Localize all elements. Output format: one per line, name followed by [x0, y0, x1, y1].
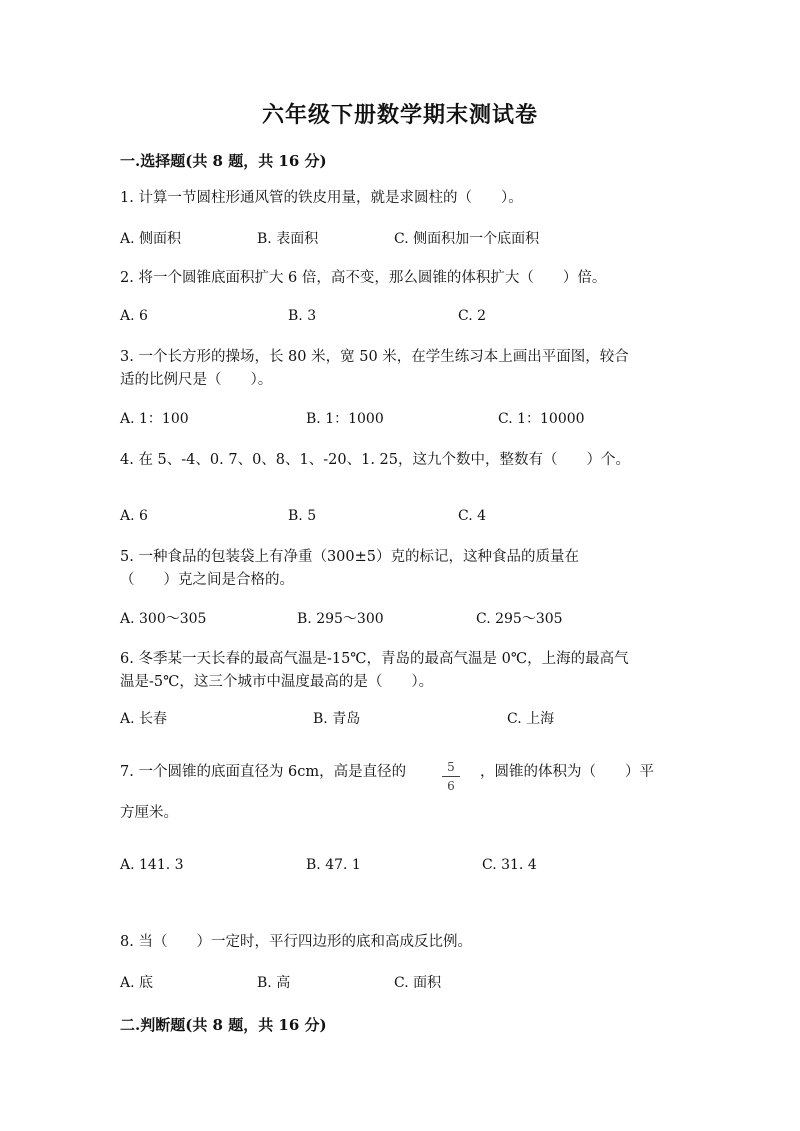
- q1-option-c: C. 侧面积加一个底面积: [394, 231, 540, 247]
- q2-option-b: B. 3: [288, 308, 317, 324]
- question-3-line-2: 适的比例尺是（ ）。: [120, 372, 273, 388]
- q3-option-b: B. 1：1000: [306, 411, 384, 427]
- section-heading-judgment: 二.判断题(共 8 题，共 16 分): [120, 1016, 327, 1034]
- section-heading-choice: 一.选择题(共 8 题，共 16 分): [120, 152, 327, 170]
- fraction-numerator: 5: [447, 760, 455, 774]
- question-6-line-2: 温是-5℃，这三个城市中温度最高的是（ ）。: [120, 674, 434, 690]
- q1-option-a: A. 侧面积: [120, 231, 182, 247]
- q4-option-c: C. 4: [458, 508, 487, 524]
- question-7-line-1b: ，圆锥的体积为（ ）平: [480, 764, 654, 780]
- q7-option-c: C. 31. 4: [482, 857, 537, 873]
- q3-option-a: A. 1：100: [120, 411, 189, 427]
- q8-option-c: C. 面积: [394, 975, 442, 991]
- q8-option-b: B. 高: [257, 975, 291, 991]
- question-5-line-2: （ ）克之间是合格的。: [120, 572, 294, 588]
- page-title: 六年级下册数学期末测试卷: [261, 102, 538, 128]
- q7-option-b: B. 47. 1: [306, 857, 361, 873]
- question-7-line-1a: 7. 一个圆锥的底面直径为 6cm，高是直径的: [120, 764, 407, 780]
- q5-option-c: C. 295～305: [476, 611, 563, 627]
- question-2: 2. 将一个圆锥底面积扩大 6 倍，高不变，那么圆锥的体积扩大（ ）倍。: [120, 270, 607, 286]
- question-6-line-1: 6. 冬季某一天长春的最高气温是-15℃，青岛的最高气温是 0℃，上海的最高气: [120, 651, 629, 667]
- q2-option-a: A. 6: [120, 308, 148, 324]
- question-1: 1. 计算一节圆柱形通风管的铁皮用量，就是求圆柱的（ ）。: [120, 190, 523, 206]
- question-5-line-1: 5. 一种食品的包装袋上有净重（300±5）克的标记，这种食品的质量在: [120, 549, 579, 565]
- question-3-line-1: 3. 一个长方形的操场，长 80 米，宽 50 米，在学生练习本上画出平面图，较合: [120, 349, 629, 365]
- q6-option-c: C. 上海: [507, 711, 555, 727]
- q3-option-c: C. 1：10000: [498, 411, 585, 427]
- question-4: 4. 在 5、-4、0. 7、0、8、1、-20、1. 25，这九个数中，整数有（ ）个。: [120, 452, 630, 468]
- q1-option-b: B. 表面积: [257, 231, 319, 247]
- fraction-bar: [442, 776, 460, 777]
- q4-option-b: B. 5: [288, 508, 317, 524]
- q8-option-a: A. 底: [120, 975, 154, 991]
- q6-option-a: A. 长春: [120, 711, 168, 727]
- fraction-denominator: 6: [447, 779, 455, 793]
- q5-option-a: A. 300～305: [120, 611, 207, 627]
- question-8: 8. 当（ ）一定时，平行四边形的底和高成反比例。: [120, 934, 472, 950]
- fraction-five-sixths: [442, 760, 460, 793]
- q5-option-b: B. 295～300: [297, 611, 384, 627]
- q2-option-c: C. 2: [458, 308, 487, 324]
- question-7-line-2: 方厘米。: [120, 805, 178, 821]
- q7-option-a: A. 141. 3: [120, 857, 184, 873]
- q6-option-b: B. 青岛: [313, 711, 361, 727]
- q4-option-a: A. 6: [120, 508, 148, 524]
